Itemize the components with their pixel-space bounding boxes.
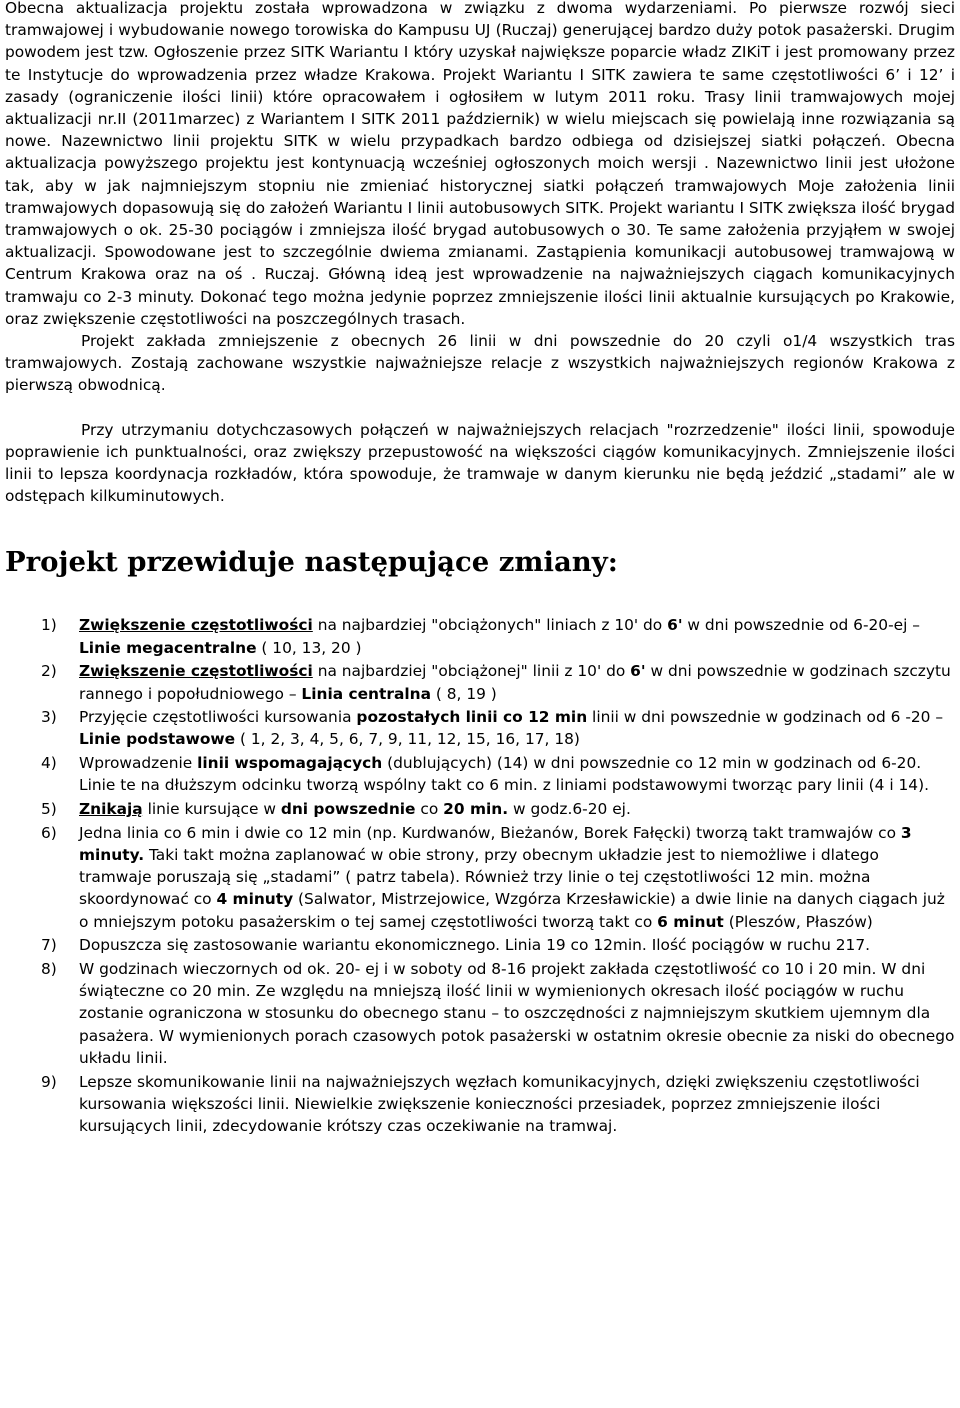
change-text-segment: Linie megacentralne (79, 638, 257, 657)
change-text-segment: Taki takt można zaplanować w obie strony, przy obecnym układzie jest to niemożliwe i dlatego tramwaje poruszają się „stadami” ( patrz tabela). Również trzy linie o tej częstotliwości 12 min. można skoordynować co (79, 846, 879, 909)
change-text-segment: Jedna linia co 6 min i dwie co 12 min (np. Kurdwanów, Bieżanów, Borek Fałęcki) tworzą takt tramwajów co (79, 823, 901, 842)
change-item (5, 958, 955, 1069)
change-item (5, 798, 955, 820)
change-text-segment: Linie podstawowe (79, 730, 236, 749)
change-number: 7) (41, 936, 57, 955)
change-number: 1) (41, 616, 57, 635)
change-text-segment: 3 minuty. (79, 823, 912, 864)
change-text-segment: na najbardziej "obciążonych" liniach z 10' do (312, 616, 668, 635)
lines-reduction-paragraph: Projekt zakłada zmniejszenie z obecnych 26 linii w dni powszednie do 20 czyli o1/4 wszystkich tras tramwajowych. Zostają zachowane wszystkie najważniejsze relacje z wszystkich najważniejszych regionów Krakowa z pierwszą obwodnicą. (5, 332, 955, 395)
change-text-segment: Przyjęcie częstotliwości kursowania (79, 708, 357, 727)
change-text-segment: 6 minut (657, 912, 724, 931)
change-text-segment: ( 10, 13, 20 ) (256, 638, 362, 657)
section-heading: Projekt przewiduje następujące zmiany: (5, 546, 618, 579)
change-number: 4) (41, 754, 57, 773)
change-text-segment: 20 min. (443, 800, 509, 819)
change-item (5, 822, 955, 933)
change-text-segment: Linia centralna (301, 684, 431, 703)
change-text-segment: 4 minuty (216, 890, 294, 909)
changes-list (5, 614, 955, 1137)
change-text-segment: Wprowadzenie (79, 754, 198, 773)
change-item (5, 614, 955, 658)
change-number: 3) (41, 708, 57, 727)
change-text-segment: W godzinach wieczornych od ok. 20- ej i w soboty od 8-16 projekt zakłada częstotliwość co 10 i 20 min. W dni świąteczne co 20 min. Ze względu na mniejszą ilość linii w wymienionych okresach ilość pociągów w ruchu zostanie ograniczona w stosunku do obecnego stanu – to oszczędności z najmniejszym skutkiem ujemnym dla pasażera. W wymienionych porach czasowych potok pasażerski w ostatnim okresie obecnie za niski do obecnego układu linii. (79, 960, 955, 1067)
change-item (5, 660, 955, 704)
change-text-segment: co (415, 800, 444, 819)
change-text-segment: Lepsze skomunikowanie linii na najważniejszych węzłach komunikacyjnych, dzięki zwiększeniu częstotliwości kursowania większości linii. Niewielkie zwiększenie konieczności przesiadek, poprzez zmniejszenie ilości kursujących linii, zdecydowanie krótszy czas oczekiwanie na tramwaj. (79, 1072, 920, 1135)
change-text-segment: Zwiększenie częstotliwości (79, 616, 313, 635)
change-text-segment: linii wspomagających (197, 754, 383, 773)
change-number: 9) (41, 1072, 57, 1091)
change-text-segment: linii w dni powszednie w godzinach od 6 -20 – (587, 708, 944, 727)
change-text-segment: w dni powszednie od 6-20-ej – (682, 616, 920, 635)
change-text-segment: w dni powszednie w godzinach szczytu rannego i popołudniowego – (79, 662, 951, 703)
change-number: 5) (41, 800, 57, 819)
change-text-segment: 6' (667, 616, 683, 635)
change-text-segment: ( 8, 19 ) (430, 684, 497, 703)
change-text-segment: (Pleszów, Płaszów) (723, 912, 873, 931)
change-text-segment: Dopuszcza się zastosowanie wariantu ekonomicznego. Linia 19 co 12min. Ilość pociągów w ruchu 217. (79, 936, 871, 955)
change-text-segment: dni powszednie (280, 800, 416, 819)
change-text-segment: pozostałych linii co 12 min (356, 708, 588, 727)
change-text-segment: (Salwator, Mistrzejowice, Wzgórza Krzesławickie) a dwie linie na danych ciągach już o mniejszym potoku pasażerskim o tej samej częstotliwości tworzą takt co (79, 890, 945, 931)
change-text-segment: w godz.6-20 ej. (508, 800, 631, 819)
benefits-paragraph: Przy utrzymaniu dotychczasowych połączeń w najważniejszych relacjach "rozrzedzenie" ilości linii, spowoduje poprawienie ich punktualności, oraz zwiększy przepustowość na większości ciągów komunikacyjnych. Zmniejszenie ilości linii to lepsza koordynacja rozkładów, która spowoduje, że tramwaje w danym kierunku nie będą jeździć „stadami” ale w odstępach kilkuminutowych. (5, 420, 955, 506)
change-number: 6) (41, 823, 57, 842)
document-page (5, 0, 955, 1139)
change-text-segment: Zwiększenie częstotliwości (79, 662, 313, 681)
change-text-segment: ( 1, 2, 3, 4, 5, 6, 7, 9, 11, 12, 15, 16, 17, 18) (235, 730, 580, 749)
change-item (5, 752, 955, 796)
change-item (5, 1071, 955, 1138)
change-item (5, 706, 955, 750)
change-number: 2) (41, 662, 57, 681)
change-text-segment: (dublujących) (14) w dni powszednie co 12 min w godzinach od 6-20. Linie te na dłuższym odcinku tworzą wspólny takt co 6 min. z liniami podstawowymi tworząc pary linii (4 i 14). (79, 754, 929, 795)
change-number: 8) (41, 960, 57, 979)
change-text-segment: linie kursujące w (142, 800, 281, 819)
change-text-segment: na najbardziej "obciążonej" linii z 10' do (312, 662, 631, 681)
intro-paragraph: Obecna aktualizacja projektu została wprowadzona w związku z dwoma wydarzeniami. Po pierwsze rozwój sieci tramwajowej i wybudowanie nowego torowiska do Kampusu UJ (Ruczaj) generującej bardzo duży potok pasażerski. Drugim powodem jest tzw. Ogłoszenie przez SITK Wariantu I który uzyskał największe poparcie władz ZIKiT i jest promowany przez te Instytucje do wprowadzenia przez władze Krakowa. Projekt Wariantu I SITK zawiera te same częstotliwości 6’ i 12’ i zasady (ograniczenie ilości linii) które opracowałem i ogłosiłem w lutym 2011 roku. Trasy linii tramwajowych mojej aktualizacji nr.II (2011marzec) z Wariantem I SITK 2011 październik) w wielu miejscach się powielają inne rozwiązania są nowe. Nazewnictwo linii projektu SITK w wielu przypadkach bardzo odbiega od dzisiejszej siatki połączeń. Obecna aktualizacja powyższego projektu jest kontynuacją wcześniej ogłoszonych moich wersji . Nazewnictwo linii jest ułożone tak, aby w jak najmniejszym stopniu nie zmieniać historycznej siatki połączeń tramwajowych Moje założenia linii tramwajowych dopasowują się do założeń Wariantu I linii autobusowych SITK. Projekt wariantu I SITK zwiększa ilość brygad tramwajowych o ok. 25-30 pociągów i zmniejsza ilość brygad autobusowych o 30. Te same założenia przyjąłem w swojej aktualizacji. Spowodowane jest to szczególnie dwiema zmianami. Zastąpienia komunikacji autobusowej tramwajową w Centrum Krakowa oraz na oś . Ruczaj. Główną ideą jest wprowadzenie na najważniejszych ciągach komunikacyjnych tramwaju co 2-3 minuty. Dokonać tego można jedynie poprzez zmniejszenie ilości linii aktualnie kursujących po Krakowie, oraz zwiększenie częstotliwości na poszczególnych trasach. (5, 0, 955, 328)
change-text-segment: 6' (630, 662, 646, 681)
change-item (5, 934, 955, 956)
change-text-segment: Znikają (79, 800, 143, 819)
